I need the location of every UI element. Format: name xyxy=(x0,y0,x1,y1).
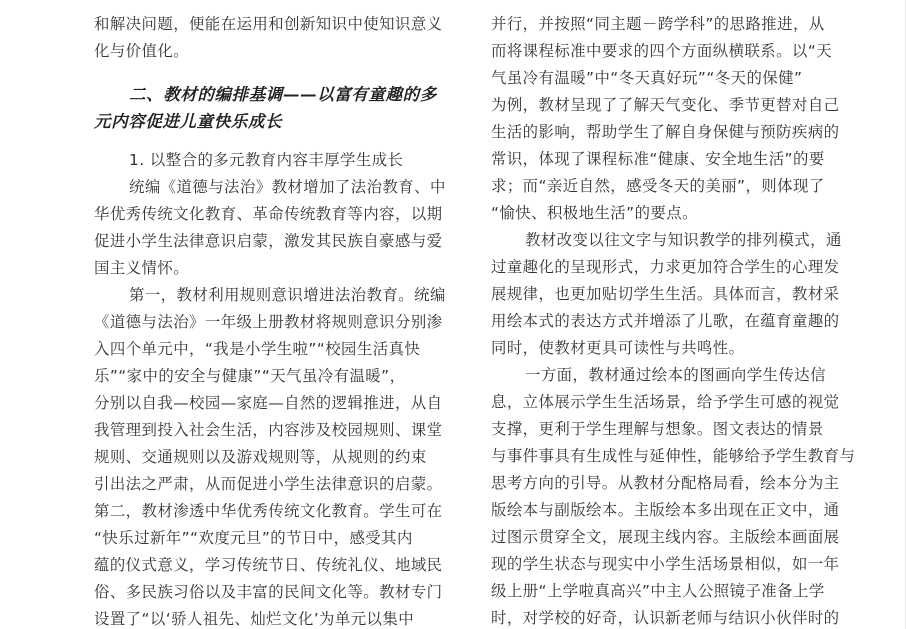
text-line: 第一，教材利用规则意识增进法治教育。统编 xyxy=(129,286,446,304)
text-line: 支撑，更利于学生理解与想象。图文表达的情景 xyxy=(491,420,824,438)
subheading: 1. 以整合的多元教育内容丰厚学生成长 xyxy=(129,151,404,169)
text-line: 生活的影响，帮助学生了解自身保健与预防疾病的 xyxy=(491,123,840,141)
text-line: 我管理到投入社会生活，内容涉及校园规则、课堂 xyxy=(94,421,443,439)
text-line: 现的学生状态与现实中小学生活场景相似，如一年 xyxy=(491,555,840,573)
text-line: 一方面，教材通过绘本的图画向学生传达信 xyxy=(525,366,826,384)
text-line: 而将课程标准中要求的四个方面纵横联系。以“天 xyxy=(491,42,833,60)
text-line: 统编《道德与法治》教材增加了法治教育、中 xyxy=(129,178,446,196)
text-line: 《道德与法治》一年级上册教材将规则意识分别渗 xyxy=(94,313,443,331)
text-line: 并行，并按照“同主题－跨学科”的思路推进，从 xyxy=(491,15,825,33)
section-heading: 二、教材的编排基调——以富有童趣的多 xyxy=(129,85,437,104)
text-line: 版绘本与副版绘本。主版绘本多出现在正文中，通 xyxy=(491,501,840,519)
text-line: “愉快、积极地生活”的要点。 xyxy=(491,204,698,222)
text-line: 过童趣化的呈现形式，力求更加符合学生的心理发 xyxy=(491,258,840,276)
text-line: 设置了“以‘骄人祖先、灿烂文化’为单元以集中 xyxy=(94,610,415,628)
text-line: 与事件事具有生成性与延伸性，能够给予学生教育与 xyxy=(491,447,856,465)
text-line: 气虽冷有温暖”中“冬天真好玩”“冬天的保健” xyxy=(491,69,803,87)
text-line: 华优秀传统文化教育、革命传统教育等内容，以期 xyxy=(94,205,443,223)
text-line: 时，对学校的好奇，认识新老师与结识小伙伴时的 xyxy=(491,609,840,627)
text-line: 常识，体现了课程标准“健康、安全地生活”的要 xyxy=(491,150,825,168)
text-line: 第二，教材渗透中华优秀传统文化教育。学生可在 xyxy=(94,502,443,520)
text-line: 国主义情怀。 xyxy=(94,259,190,277)
section-heading: 元内容促进儿童快乐成长 xyxy=(94,112,283,131)
text-line: 引出法之严肃，从而促进小学生法律意识的启蒙。 xyxy=(94,475,443,493)
text-line: 为例，教材呈现了了解天气变化、季节更替对自己 xyxy=(491,96,840,114)
text-line: 过图示贯穿全文，展现主线内容。主版绘本画面展 xyxy=(491,528,840,546)
text-line: 入四个单元中，“我是小学生啦”“校园生活真快 xyxy=(94,340,421,358)
text-line: 求；而“亲近自然，感受冬天的美丽”，则体现了 xyxy=(491,177,825,195)
text-line: 促进小学生法律意识启蒙，激发其民族自豪感与爱 xyxy=(94,232,443,250)
text-line: 蕴的仪式意义，学习传统节日、传统礼仪、地域民 xyxy=(94,556,443,574)
text-line: 展规律，也更加贴切学生生活。具体而言，教材采 xyxy=(491,285,840,303)
text-line: “快乐过新年”“欢度元旦”的节日中，感受其内 xyxy=(94,529,413,547)
text-line: 分别以自我—校园—家庭—自然的逻辑推进，从自 xyxy=(94,394,443,412)
text-line: 息，立体展示学生生活场景，给予学生可感的视觉 xyxy=(491,393,840,411)
text-line: 俗、多民族习俗以及丰富的民间文化等。教材专门 xyxy=(94,583,443,601)
text-line: 教材改变以往文字与知识教学的排列模式，通 xyxy=(525,231,842,249)
text-line: 和解决问题，便能在运用和创新知识中使知识意义 xyxy=(94,15,443,33)
text-line: 乐”“家中的安全与健康”“天气虽冷有温暖”， xyxy=(94,367,406,385)
text-line: 化与价值化。 xyxy=(94,42,190,60)
text-line: 规则、交通规则以及游戏规则等，从规则的约束 xyxy=(94,448,427,466)
text-line: 级上册“上学啦真高兴”中主人公照镜子准备上学 xyxy=(491,582,825,600)
text-line: 同时，使教材更具可读性与共鸣性。 xyxy=(491,339,745,357)
text-line: 用绘本式的表达方式并增添了儿歌，在蕴育童趣的 xyxy=(491,312,840,330)
text-line: 思考方向的引导。从教材分配格局看，绘本分为主 xyxy=(491,474,840,492)
